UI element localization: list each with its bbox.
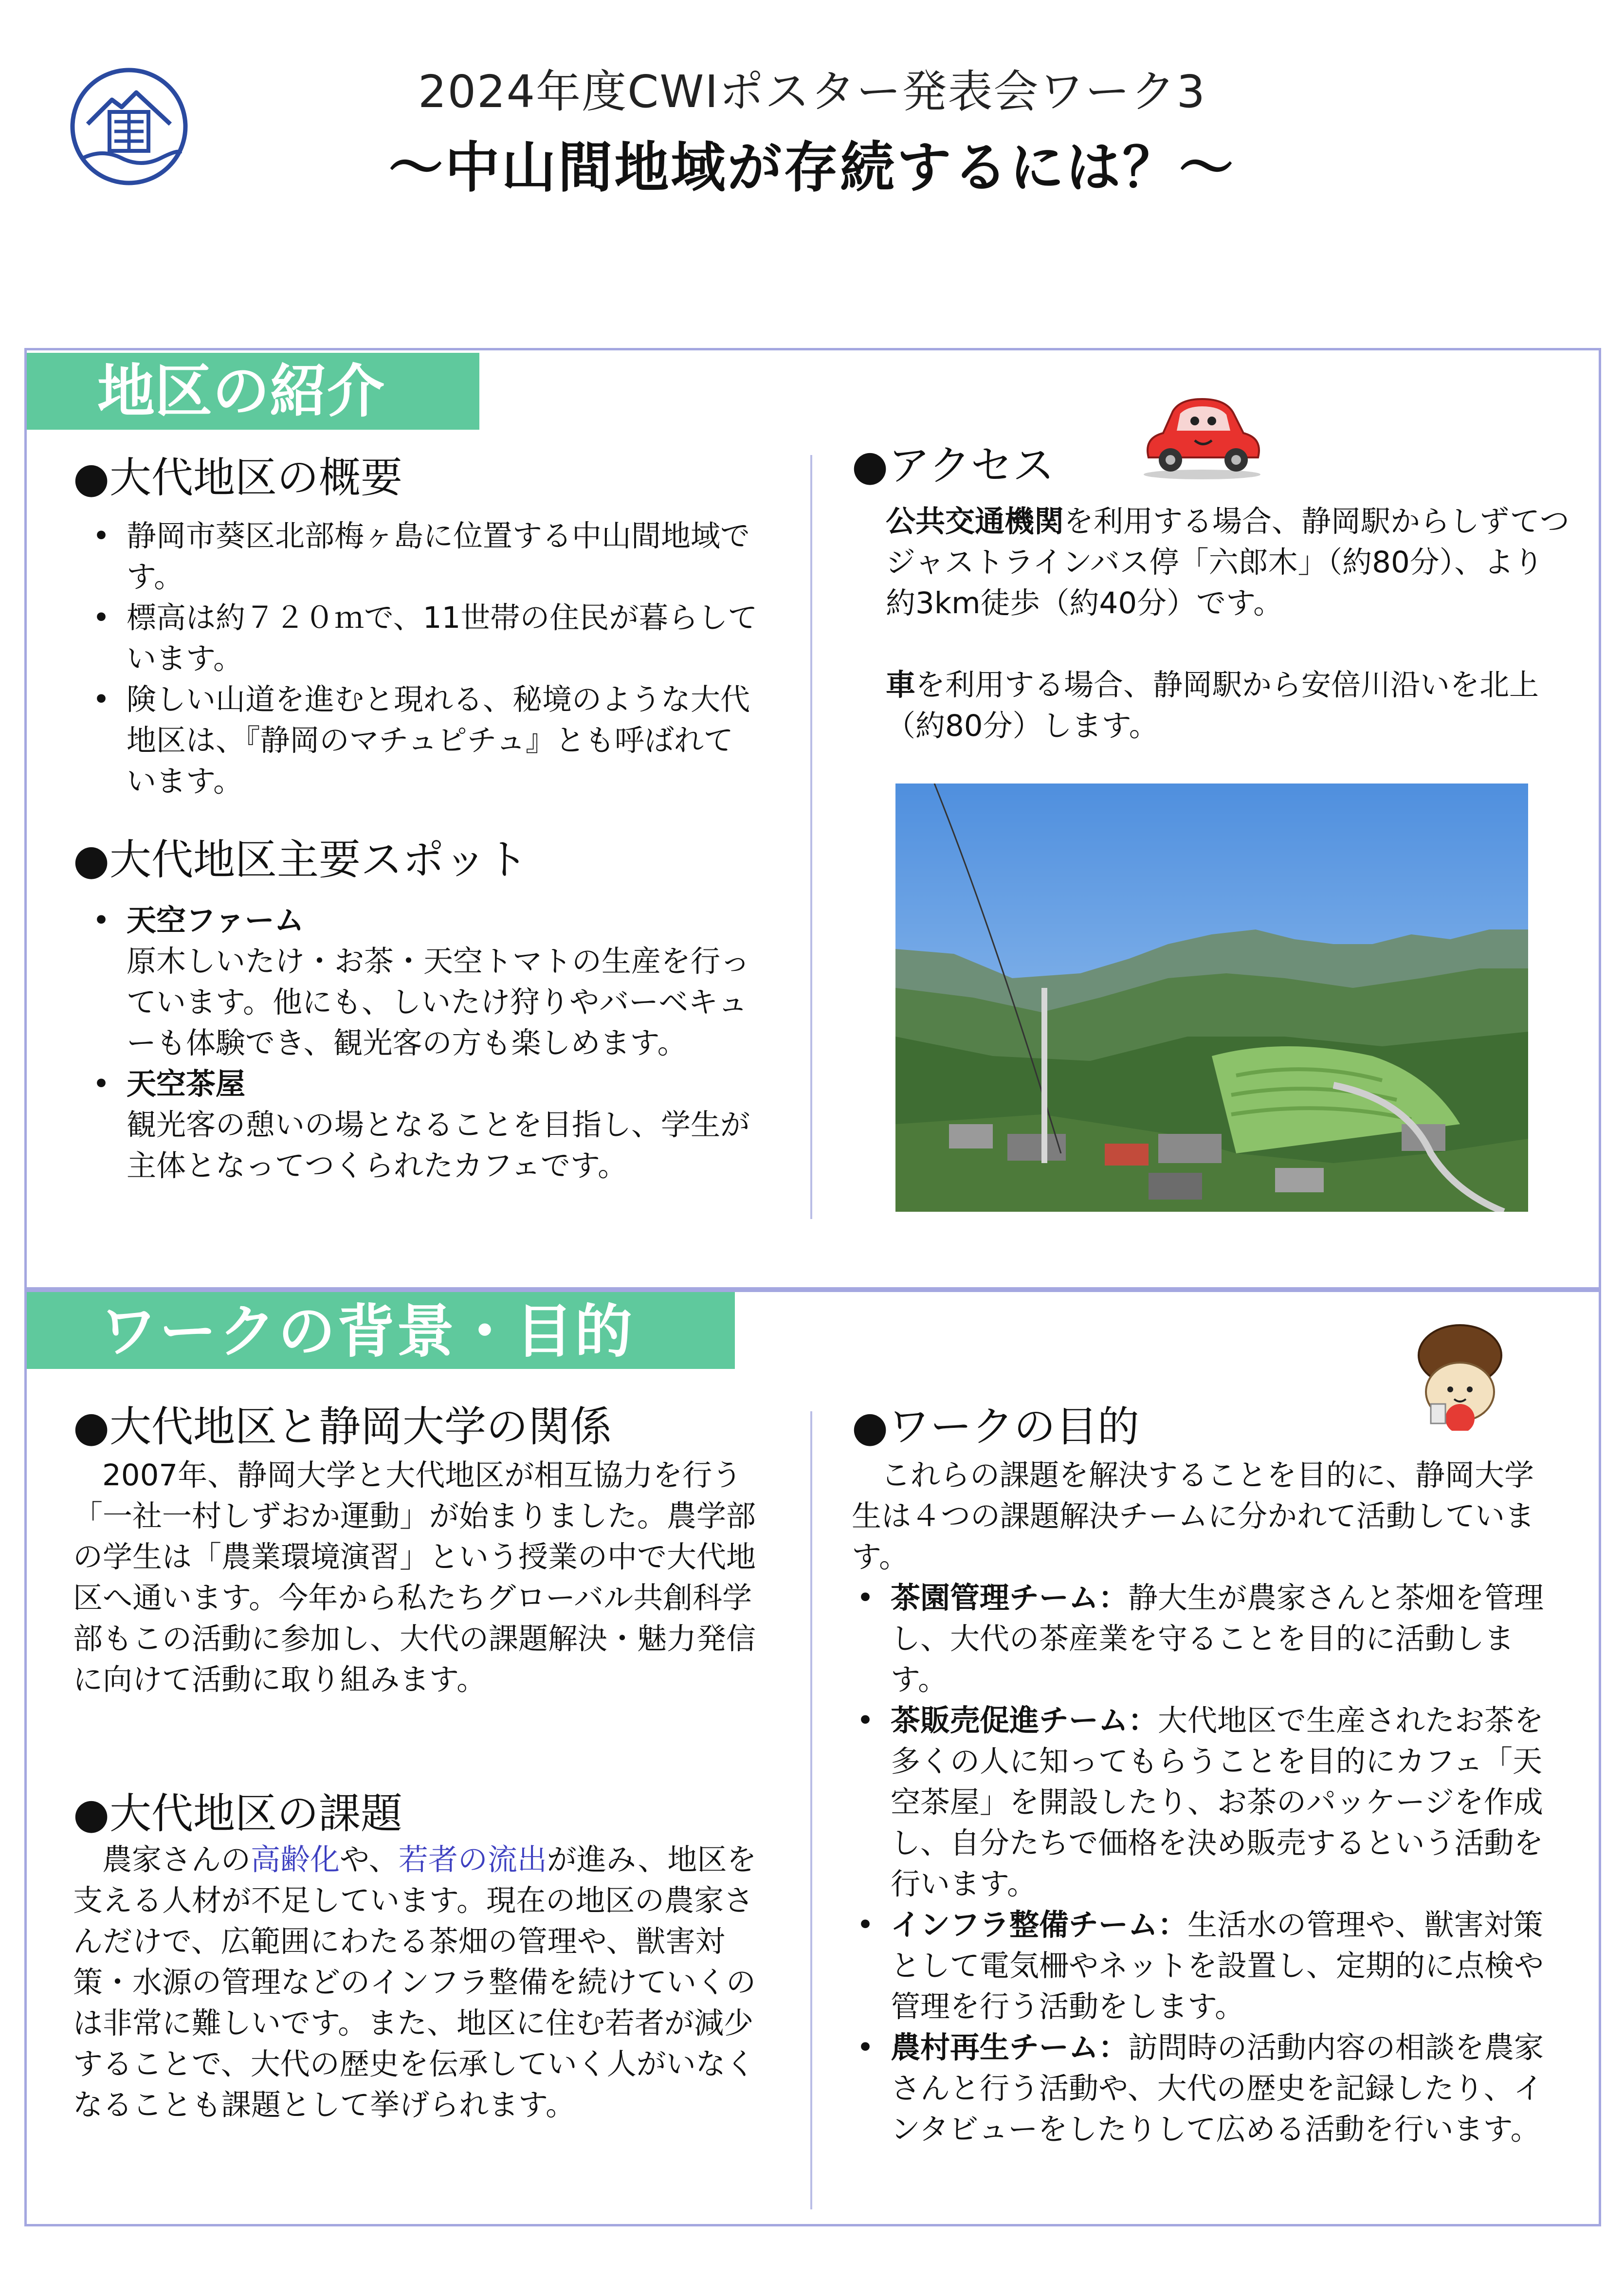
list-item: • 茶園管理チーム：静大生が農家さんと茶畑を管理し、大代の茶産業を守ることを目的に活動します。 <box>842 1578 1548 1700</box>
access-car: 車を利用する場合、静岡駅から安倍川沿いを北上（約80分）します。 <box>886 668 1539 743</box>
overview-heading: ●大代地区の概要 <box>73 454 403 502</box>
highlight-aging: 高齢化 <box>251 1842 340 1877</box>
spots-heading: ●大代地区主要スポット <box>73 836 529 884</box>
purpose-heading: ●ワークの目的 <box>852 1403 1140 1451</box>
list-item: • 標高は約７２０ｍで、11世帯の住民が暮らしています。 <box>78 598 759 679</box>
section-banner-work: ワークの背景・目的 <box>27 1292 735 1369</box>
transit-label: 公共交通機関 <box>886 504 1064 539</box>
list-item <box>78 900 774 1064</box>
list-item: • インフラ整備チーム：生活水の管理や、獣害対策として電気柵やネットを設置し、定期的に点検や管理を行う活動をします。 <box>842 1905 1548 2027</box>
spot-desc: 観光客の憩いの場となることを目指し、学生が主体となってつくられたカフェです。 <box>127 1108 750 1183</box>
spot-name: 天空ファーム <box>127 903 304 938</box>
team-name: 茶販売促進チーム： <box>891 1703 1158 1738</box>
team-name: インフラ整備チーム： <box>891 1908 1188 1942</box>
purpose-intro: これらの課題を解決することを目的に、静岡大学生は４つの課題解決チームに分かれて活動しています。 <box>852 1458 1535 1574</box>
section-banner-intro: 地区の紹介 <box>27 353 479 430</box>
spot-desc: 原木しいたけ・お茶・天空トマトの生産を行っています。他にも、しいたけ狩りやバーベキューも体験でき、観光客の方も楽しめます。 <box>127 944 750 1060</box>
overview-list <box>78 516 759 802</box>
list-item <box>78 1064 774 1186</box>
landscape-photo <box>895 784 1528 1212</box>
spots-list <box>78 900 774 1186</box>
list-item: • 静岡市葵区北部梅ヶ島に位置する中山間地域です。 <box>78 516 759 598</box>
teams-list <box>842 1578 1548 2150</box>
relation-text: 2007年、静岡大学と大代地区が相互協力を行う「一社一村しずおか運動」が始まりました。農学部の学生は「農業環境演習」という授業の中で大代地区へ通います。今年から私たちグローバル共創科学部もこの活動に参加し、大代の課題解決・魅力発信に向けて活動に取り組みます。 <box>73 1458 756 1697</box>
issues-text: 農家さんの高齢化や、若者の流出が進み、地区を支える人材が不足しています。現在の地区の農家さんだけで、広範囲にわたる茶畑の管理や、獣害対策・水源の管理などのインフラ整備を続けていくのは非常に難しいです。また、地区に住む若者が減少することで、大代の歴史を伝承していく人がいなくなることも課題として挙げられます。 <box>73 1842 757 2122</box>
list-item: • 茶販売促進チーム：大代地区で生産されたお茶を多くの人に知ってもらうことを目的にカフェ「天空茶屋」を開設したり、お茶のパッケージを作成し、自分たちで価格を決め販売するという活動を行います。 <box>842 1700 1548 1905</box>
team-name: 農村再生チーム： <box>891 2030 1129 2065</box>
column-divider <box>810 1411 812 2209</box>
highlight-youth-outflow: 若者の流出 <box>398 1842 547 1877</box>
spot-name: 天空茶屋 <box>127 1067 246 1101</box>
issues-heading: ●大代地区の課題 <box>73 1789 403 1838</box>
list-item: • 農村再生チーム：訪問時の活動内容の相談を農家さんと行う活動や、大代の歴史を記録したり、インタビューをしたりして広める活動を行います。 <box>842 2027 1548 2150</box>
list-item: • 険しい山道を進むと現れる、秘境のような大代地区は、『静岡のマチュピチュ』とも呼ばれています。 <box>78 679 759 802</box>
car-label: 車 <box>886 668 916 702</box>
access-heading: ●アクセス <box>852 441 1055 490</box>
mascot-icon <box>1411 1319 1509 1431</box>
column-divider <box>810 455 812 1219</box>
access-transit: 公共交通機関を利用する場合、静岡駅からしずてつジャストラインバス停「六郎木」（約80分）、より約3km徒歩（約40分）です。 <box>886 504 1569 620</box>
car-icon <box>1134 384 1270 482</box>
relation-heading: ●大代地区と静岡大学の関係 <box>73 1403 612 1451</box>
team-name: 茶園管理チーム： <box>891 1581 1129 1615</box>
poster-title: 2024年度CWⅠポスター発表会ワーク3 <box>418 66 1206 118</box>
poster-subtitle: 〜中山間地域が存続するには？〜 <box>388 136 1236 200</box>
